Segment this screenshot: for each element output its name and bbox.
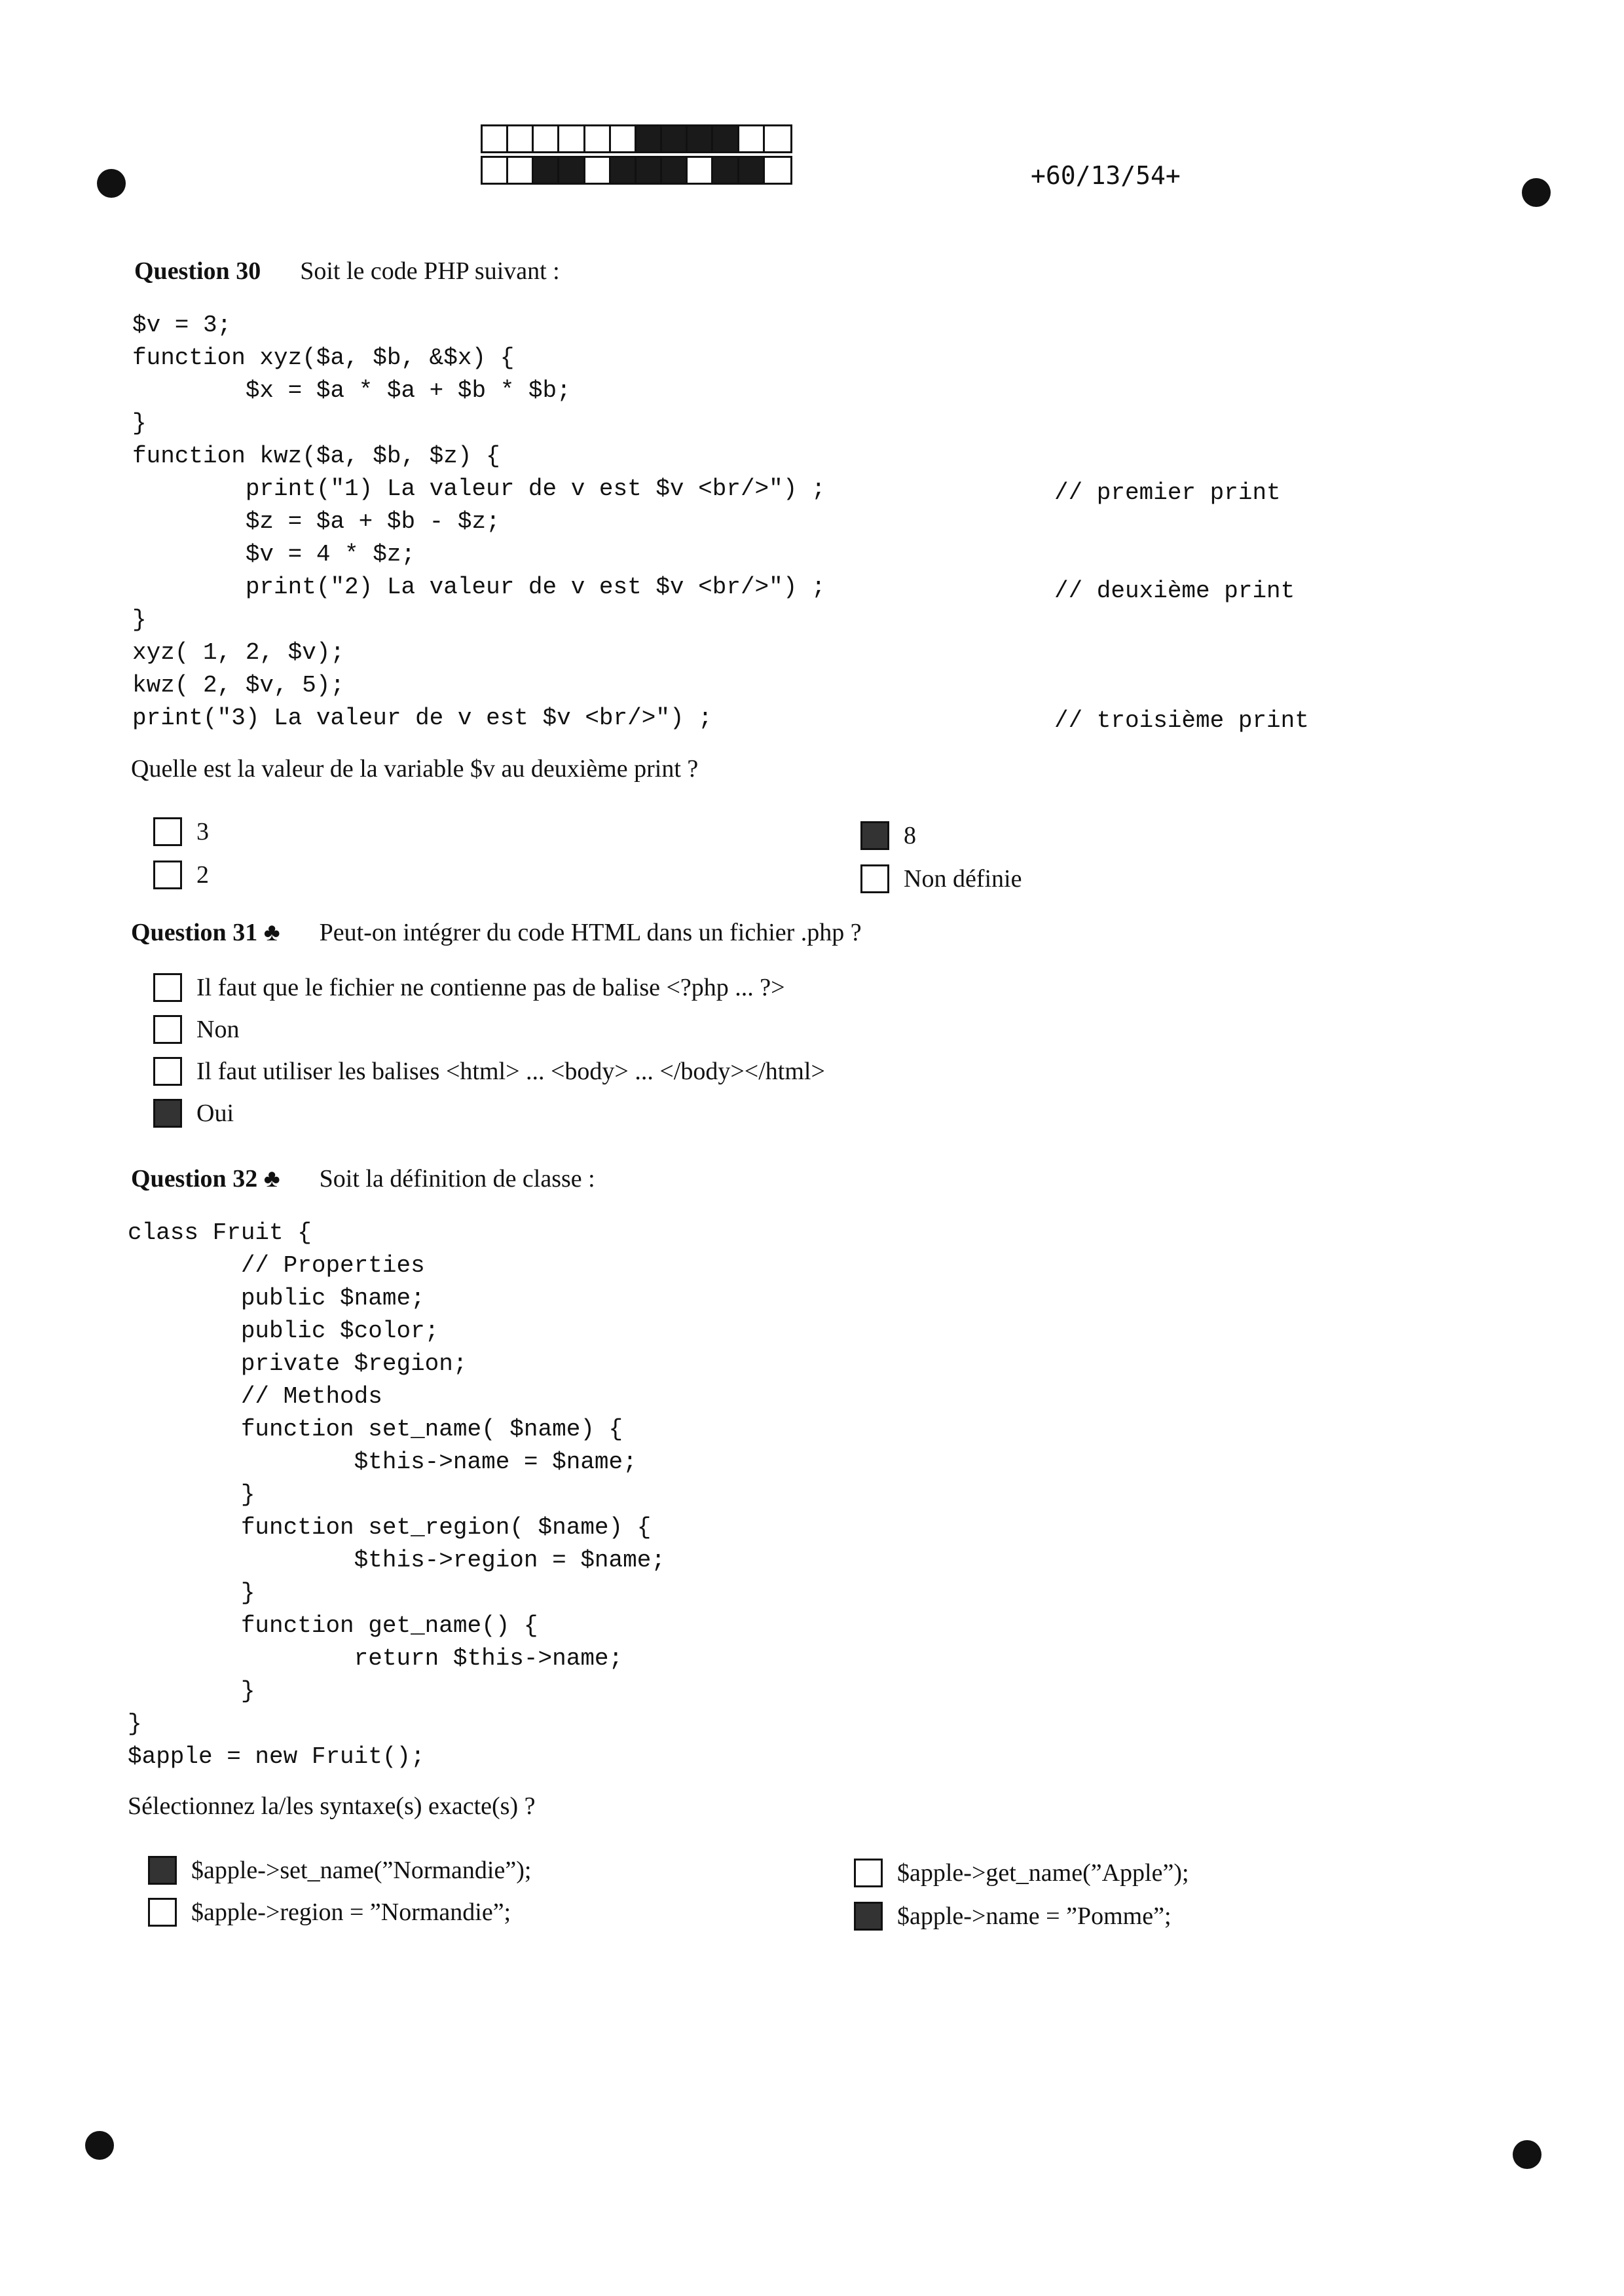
question-31-number: Question 31 ♣	[131, 919, 280, 946]
q32-option-region-label: $apple->region = ”Normandie”;	[191, 1898, 511, 1926]
q32-option-region[interactable]	[148, 1898, 511, 1927]
barcode-cell	[559, 126, 585, 151]
q31-option-non-checkbox[interactable]	[153, 1015, 182, 1044]
question-32-code: class Fruit { // Properties public $name; public $color; private $region; // Methods function set_name( $name) { $this->name = $name; } function set_region( $name) { $this->region = $name; } function get_name() { return $this->name; } } $apple = new Fruit();	[128, 1219, 665, 1770]
registration-mark-bottom-left	[85, 2131, 114, 2160]
code-comment-troisieme-print: // troisième print	[1054, 707, 1309, 734]
q31-option-html-tags[interactable]	[153, 1057, 825, 1086]
registration-mark-top-left	[97, 169, 126, 198]
sheet-identifier: +60/13/54+	[1031, 161, 1181, 190]
barcode-cell	[739, 126, 765, 151]
barcode-cell	[688, 126, 713, 151]
barcode-cell	[611, 158, 637, 183]
q30-option-8[interactable]	[860, 821, 916, 850]
q32-option-name-pomme-checkbox[interactable]	[854, 1902, 883, 1931]
q31-option-oui-checkbox[interactable]	[153, 1099, 182, 1128]
barcode-cell	[508, 126, 534, 151]
barcode-cell	[637, 158, 662, 183]
q31-option-non[interactable]	[153, 1015, 239, 1044]
barcode-cell	[765, 126, 790, 151]
barcode-cell	[559, 158, 585, 183]
q31-option-oui-label: Oui	[196, 1100, 234, 1127]
question-30-heading	[134, 257, 560, 286]
q30-option-8-label: 8	[904, 822, 916, 849]
barcode-cell	[611, 126, 637, 151]
q31-option-no-php-tag[interactable]	[153, 973, 785, 1002]
q30-option-2[interactable]	[153, 861, 209, 889]
code-comment-deuxieme-print: // deuxième print	[1054, 578, 1295, 604]
barcode-cell	[688, 158, 713, 183]
barcode-cell	[534, 126, 559, 151]
q31-option-oui[interactable]	[153, 1099, 234, 1128]
code-comment-premier-print: // premier print	[1054, 479, 1281, 506]
q30-option-3[interactable]	[153, 817, 209, 846]
q32-option-get-name-checkbox[interactable]	[854, 1859, 883, 1887]
q31-option-no-php-tag-label: Il faut que le fichier ne contienne pas de balise <?php ... ?>	[196, 974, 785, 1001]
q32-option-set-name[interactable]	[148, 1856, 531, 1885]
question-32-title: Soit la définition de classe :	[319, 1165, 595, 1193]
q31-option-html-tags-label: Il faut utiliser les balises <html> ... <body> ... </body></html>	[196, 1058, 825, 1085]
q32-option-name-pomme-label: $apple->name = ”Pomme”;	[897, 1902, 1172, 1930]
question-30-prompt: Quelle est la valeur de la variable $v au deuxième print ?	[131, 755, 699, 783]
q30-option-3-label: 3	[196, 818, 209, 845]
q31-option-no-php-tag-checkbox[interactable]	[153, 973, 182, 1002]
q30-option-2-checkbox[interactable]	[153, 861, 182, 889]
question-31-title: Peut-on intégrer du code HTML dans un fichier .php ?	[319, 919, 862, 946]
barcode-cell	[534, 158, 559, 183]
question-30-number: Question 30	[134, 257, 261, 285]
question-32-prompt: Sélectionnez la/les syntaxe(s) exacte(s) ?	[128, 1792, 536, 1820]
barcode-cell	[585, 126, 611, 151]
q30-option-non-definie[interactable]	[860, 864, 1022, 893]
q30-option-non-definie-label: Non définie	[904, 865, 1022, 893]
q32-option-set-name-label: $apple->set_name(”Normandie”);	[191, 1857, 532, 1884]
barcode-row-bottom	[481, 156, 792, 185]
barcode-cell	[483, 158, 508, 183]
barcode-cell	[585, 158, 611, 183]
question-31-heading	[131, 918, 862, 947]
question-32-heading	[131, 1164, 595, 1193]
q32-option-get-name[interactable]	[854, 1859, 1189, 1887]
barcode-cell	[739, 158, 765, 183]
barcode-cell	[765, 158, 790, 183]
barcode-cell	[713, 158, 739, 183]
barcode-cell	[662, 126, 688, 151]
q30-option-3-checkbox[interactable]	[153, 817, 182, 846]
barcode-cell	[508, 158, 534, 183]
q32-option-get-name-label: $apple->get_name(”Apple”);	[897, 1859, 1189, 1887]
barcode-cell	[662, 158, 688, 183]
q32-option-region-checkbox[interactable]	[148, 1898, 177, 1927]
q30-option-non-definie-checkbox[interactable]	[860, 864, 889, 893]
q32-option-name-pomme[interactable]	[854, 1902, 1172, 1931]
barcode-cell	[483, 126, 508, 151]
question-32-number: Question 32 ♣	[131, 1165, 280, 1193]
barcode-row-top	[481, 124, 792, 153]
question-30-title: Soit le code PHP suivant :	[300, 257, 560, 285]
barcode-cell	[637, 126, 662, 151]
question-30-code: $v = 3; function xyz($a, $b, &$x) { $x = $a * $a + $b * $b; } function kwz($a, $b, $z) { print("1) La valeur de v est $v <br/>") ; $z = $a + $b - $z; $v = 4 * $z; print("2) La valeur de v est $v <br/>") ; } xyz( 1, 2, $v); kwz( 2, $v, 5); print("3) La valeur de v est $v <br/>") ;	[132, 312, 826, 731]
q32-option-set-name-checkbox[interactable]	[148, 1856, 177, 1885]
q30-option-8-checkbox[interactable]	[860, 821, 889, 850]
registration-mark-top-right	[1522, 178, 1551, 207]
q31-option-non-label: Non	[196, 1016, 240, 1043]
q30-option-2-label: 2	[196, 861, 209, 889]
registration-mark-bottom-right	[1513, 2140, 1541, 2169]
q31-option-html-tags-checkbox[interactable]	[153, 1057, 182, 1086]
barcode-cell	[713, 126, 739, 151]
